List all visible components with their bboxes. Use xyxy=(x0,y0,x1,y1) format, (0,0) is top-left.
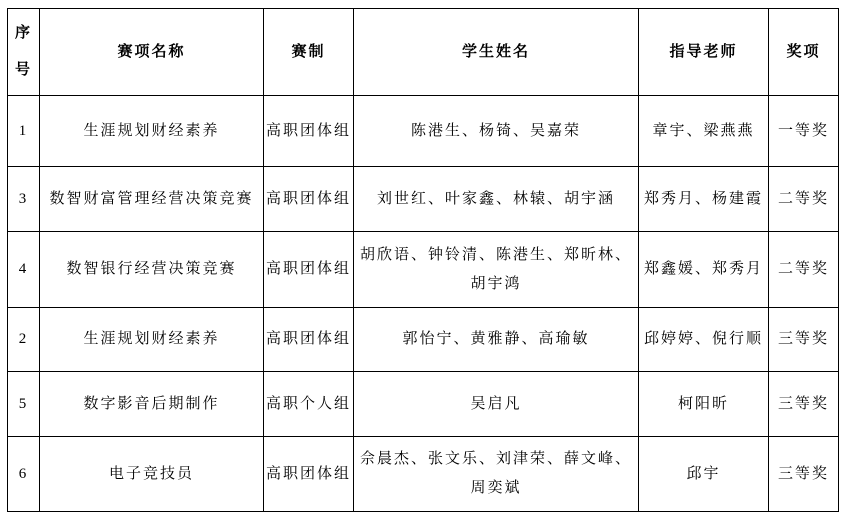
cell-students: 陈港生、杨锜、吴嘉荣 xyxy=(354,96,639,167)
cell-award: 二等奖 xyxy=(769,232,839,308)
table-row xyxy=(8,308,839,372)
award-results-table xyxy=(7,8,839,512)
cell-event-name: 数字影音后期制作 xyxy=(40,372,264,437)
cell-teachers: 邱婷婷、倪行顺 xyxy=(639,308,769,372)
cell-serial-number: 1 xyxy=(8,96,40,167)
cell-event-name: 电子竞技员 xyxy=(40,437,264,512)
cell-format: 高职团体组 xyxy=(264,437,354,512)
column-header-teachers: 指导老师 xyxy=(639,9,769,96)
cell-format: 高职团体组 xyxy=(264,167,354,232)
column-header-serial-number: 序号 xyxy=(8,9,40,96)
cell-students: 吴启凡 xyxy=(354,372,639,437)
cell-format: 高职团体组 xyxy=(264,232,354,308)
table-row xyxy=(8,437,839,512)
cell-award: 三等奖 xyxy=(769,308,839,372)
column-header-award: 奖项 xyxy=(769,9,839,96)
column-header-students: 学生姓名 xyxy=(354,9,639,96)
cell-serial-number: 4 xyxy=(8,232,40,308)
cell-serial-number: 6 xyxy=(8,437,40,512)
cell-teachers: 柯阳昕 xyxy=(639,372,769,437)
cell-students: 郭怡宁、黄雅静、高瑜敏 xyxy=(354,308,639,372)
header-row xyxy=(8,9,839,96)
table-header xyxy=(8,9,839,96)
table-row xyxy=(8,167,839,232)
cell-format: 高职个人组 xyxy=(264,372,354,437)
cell-teachers: 郑鑫媛、郑秀月 xyxy=(639,232,769,308)
cell-teachers: 郑秀月、杨建霞 xyxy=(639,167,769,232)
cell-event-name: 数智银行经营决策竞赛 xyxy=(40,232,264,308)
cell-award: 三等奖 xyxy=(769,372,839,437)
column-header-event-name: 赛项名称 xyxy=(40,9,264,96)
cell-event-name: 生涯规划财经素养 xyxy=(40,96,264,167)
cell-serial-number: 2 xyxy=(8,308,40,372)
cell-format: 高职团体组 xyxy=(264,308,354,372)
cell-teachers: 邱宇 xyxy=(639,437,769,512)
cell-students: 胡欣语、钟铃清、陈港生、郑昕林、胡宇鸿 xyxy=(354,232,639,308)
award-table-body xyxy=(8,96,839,512)
table-row xyxy=(8,232,839,308)
table-row xyxy=(8,372,839,437)
cell-students: 刘世红、叶家鑫、林辕、胡宇涵 xyxy=(354,167,639,232)
cell-serial-number: 5 xyxy=(8,372,40,437)
cell-serial-number: 3 xyxy=(8,167,40,232)
cell-event-name: 生涯规划财经素养 xyxy=(40,308,264,372)
cell-teachers: 章宇、梁燕燕 xyxy=(639,96,769,167)
cell-students: 佘晨杰、张文乐、刘津荣、薛文峰、周奕斌 xyxy=(354,437,639,512)
cell-award: 一等奖 xyxy=(769,96,839,167)
cell-award: 二等奖 xyxy=(769,167,839,232)
cell-award: 三等奖 xyxy=(769,437,839,512)
cell-event-name: 数智财富管理经营决策竞赛 xyxy=(40,167,264,232)
column-header-format: 赛制 xyxy=(264,9,354,96)
cell-format: 高职团体组 xyxy=(264,96,354,167)
table-row xyxy=(8,96,839,167)
